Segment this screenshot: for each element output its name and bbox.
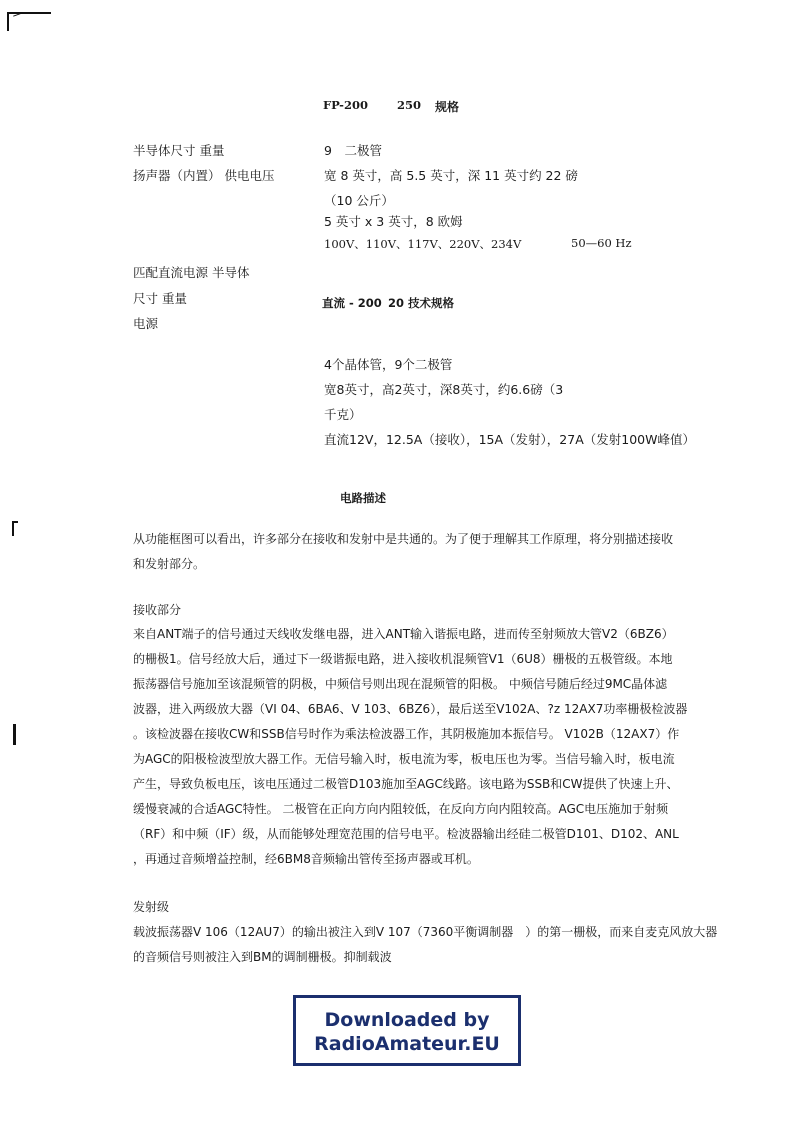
dc-spec: 千克）	[324, 407, 362, 422]
paragraph-line: 为AGC的阳极检波型放大器工作。无信号输入时，板电流为零，板电压也为零。当信号输入时，板电流	[133, 752, 675, 766]
paragraph-line: 和发射部分。	[133, 557, 206, 571]
paragraph-line: 。该检波器在接收CW和SSB信号时作为乘法检波器工作，其阴极施加本振信号。 V102B（12AX7）作	[133, 727, 680, 741]
dc-spec: 宽8英寸，高2英寸，深8英寸，约6.6磅（3	[324, 382, 564, 397]
paragraph-line: 缓慢衰减的合适AGC特性。 二极管在正向方向内阻较低，在反向方向内阻较高。AGC电压施加于射频	[133, 802, 669, 816]
spec-value: （10 公斤）	[324, 193, 394, 208]
paragraph-line: 载波振荡器V 106（12AU7）的输出被注入到V 107（7360平衡调制器 ）的第一栅极，而来自麦克风放大器	[133, 925, 718, 939]
spec-value: 宽 8 英寸，高 5.5 英寸，深 11 英寸约 22 磅	[324, 168, 578, 183]
spec-value: 50—60 Hz	[571, 236, 632, 250]
paragraph-line: 的栅极1。信号经放大后，通过下一级谐振电路，进入接收机混频管V1（6U8）栅极的五极管级。本地	[133, 652, 673, 666]
spec-label: 扬声器（内置） 供电电压	[133, 168, 275, 183]
dc-heading-label: 20 技术规格	[388, 296, 455, 310]
spec-value: 100V、110V、117V、220V、234V	[324, 237, 522, 251]
transmit-heading: 发射级	[133, 900, 170, 914]
paragraph-line: ，再通过音频增益控制，经6BM8音频输出管传至扬声器或耳机。	[133, 852, 479, 866]
paragraph-line: 从功能框图可以看出，许多部分在接收和发射中是共通的。为了便于理解其工作原理，将分别描述接收	[133, 532, 674, 546]
transmit-paragraph	[133, 920, 718, 970]
spec-value: 9 二极管	[324, 143, 382, 158]
receive-paragraph	[133, 622, 708, 872]
dc-spec: 4个晶体管，9个二极管	[324, 357, 453, 372]
title-model: FP-200	[323, 98, 368, 112]
spec-label: 半导体尺寸 重量	[133, 143, 225, 158]
spec-label: 电源	[133, 316, 159, 331]
spec-value: 5 英寸 x 3 英寸，8 欧姆	[324, 214, 463, 229]
dc-heading-model: 直流 - 200	[322, 296, 382, 310]
paragraph-line: 产生，导致负板电压，该电压通过二极管D103施加至AGC线路。该电路为SSB和CW提供了快速上升、	[133, 777, 679, 791]
intro-paragraph	[133, 527, 708, 577]
spec-label: 尺寸 重量	[133, 291, 187, 306]
spec-label: 匹配直流电源 半导体	[133, 265, 250, 280]
paragraph-line: （RF）和中频（IF）级，从而能够处理宽范围的信号电平。检波器输出经硅二极管D101、D102、ANL	[133, 827, 679, 841]
receive-heading: 接收部分	[133, 603, 182, 617]
paragraph-line: 振荡器信号施加至该混频管的阴极，中频信号则出现在混频管的阳极。 中频信号随后经过9MC晶体滤	[133, 677, 668, 691]
download-banner	[293, 995, 521, 1066]
banner-line: Downloaded by	[324, 1009, 490, 1031]
circuit-heading: 电路描述	[340, 491, 386, 505]
banner-line: RadioAmateur.EU	[314, 1033, 500, 1055]
paragraph-line: 的音频信号则被注入到BM的调制栅极。抑制载波	[133, 950, 392, 964]
paragraph-line: 来自ANT端子的信号通过天线收发继电器，进入ANT输入谐振电路，进而传至射频放大管V2（6BZ6）	[133, 627, 674, 641]
title-power: 250	[397, 98, 422, 112]
paragraph-line: 波器，进入两级放大器（VI 04、6BA6、V 103、6BZ6），最后送至V102A、?z 12AX7功率栅极检波器	[133, 702, 688, 716]
dc-spec: 直流12V，12.5A（接收），15A（发射），27A（发射100W峰值）	[324, 432, 695, 447]
title-label: 规格	[435, 100, 460, 114]
